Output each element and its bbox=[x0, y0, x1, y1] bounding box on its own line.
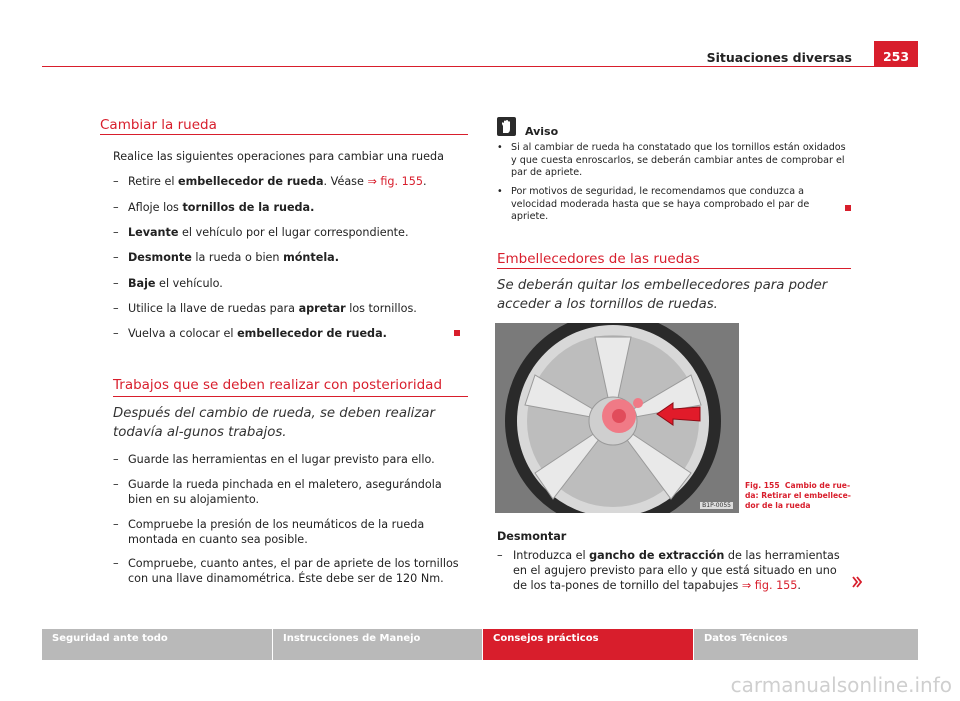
page-number: 253 bbox=[874, 41, 918, 67]
wheel-cover-figure bbox=[495, 323, 739, 513]
aviso-item: • Por motivos de seguridad, le recomendamos que conduzca a velocidad moderada hasta que se haya comprobado el par de apriete. bbox=[497, 186, 810, 223]
footer-tab-instrucciones[interactable]: Instrucciones de Manejo bbox=[273, 629, 482, 660]
section-lead: Después del cambio de rueda, se deben realizar todavía al-gunos trabajos. bbox=[113, 406, 435, 440]
footer-tab-datos[interactable]: Datos Técnicos bbox=[694, 629, 918, 660]
continue-arrow-icon bbox=[852, 576, 862, 592]
figure-reference-link[interactable]: ⇒ fig. 155 bbox=[741, 579, 798, 592]
section-title-embellecedores: Embellecedores de las ruedas bbox=[497, 251, 700, 267]
list-item: – Compruebe, cuanto antes, el par de apriete de los tornillos con una llave dinamométrica. Éste debe ser de 120 Nm. bbox=[113, 557, 459, 585]
section-rule bbox=[113, 396, 468, 397]
list-item: – Afloje los tornillos de la rueda. bbox=[113, 201, 315, 214]
section-rule bbox=[497, 268, 851, 269]
footer-tab-consejos[interactable]: Consejos prácticos bbox=[483, 629, 693, 660]
subheading-desmontar: Desmontar bbox=[497, 530, 567, 543]
section-end-marker bbox=[845, 205, 851, 211]
aviso-label: Aviso bbox=[525, 125, 559, 138]
footer-tab-seguridad[interactable]: Seguridad ante todo bbox=[42, 629, 272, 660]
section-intro: Realice las siguientes operaciones para cambiar una rueda bbox=[113, 150, 444, 163]
header-title: Situaciones diversas bbox=[706, 50, 852, 65]
hand-note-icon bbox=[497, 117, 516, 136]
list-item: – Guarde las herramientas en el lugar previsto para ello. bbox=[113, 453, 435, 466]
section-lead: Se deberán quitar los embellecedores para poder acceder a los tornillos de ruedas. bbox=[497, 278, 828, 312]
figure-caption: Fig. 155 Cambio de rue-da: Retirar el embellece-dor de la rueda bbox=[745, 481, 851, 510]
list-item: – Utilice la llave de ruedas para apretar los tornillos. bbox=[113, 302, 417, 315]
list-item: – Introduzca el gancho de extracción de las herramientas en el agujero previsto para ello y que está situado en uno de los ta-pones de tornillo del tapabujes ⇒ fig. 155. bbox=[497, 549, 840, 592]
section-title-cambiar-rueda: Cambiar la rueda bbox=[100, 117, 217, 133]
list-item: – Levante el vehículo por el lugar correspondiente. bbox=[113, 226, 409, 239]
list-item: – Vuelva a colocar el embellecedor de rueda. bbox=[113, 327, 387, 340]
list-item: – Guarde la rueda pinchada en el maletero, asegurándola bien en su alojamiento. bbox=[113, 478, 442, 506]
list-item: – Compruebe la presión de los neumáticos de la rueda montada en cuanto sea posible. bbox=[113, 518, 425, 546]
figure-code: B1P-0055 bbox=[702, 502, 731, 509]
section-end-marker bbox=[454, 330, 460, 336]
list-item: – Desmonte la rueda o bien móntela. bbox=[113, 251, 339, 264]
section-title-trabajos: Trabajos que se deben realizar con posterioridad bbox=[113, 377, 443, 393]
section-rule bbox=[100, 134, 468, 135]
list-item: – Retire el embellecedor de rueda. Véase ⇒ fig. 155. bbox=[113, 175, 427, 188]
aviso-item: • Si al cambiar de rueda ha constatado que los tornillos están oxidados y que cuesta enroscarlos, se deberán cambiar antes de comprobar el par de apriete. bbox=[497, 142, 846, 179]
list-item: – Baje el vehículo. bbox=[113, 277, 223, 290]
header-rule bbox=[42, 66, 918, 67]
watermark: carmanualsonline.info bbox=[730, 673, 952, 697]
figure-reference-link[interactable]: ⇒ fig. 155 bbox=[367, 175, 423, 188]
